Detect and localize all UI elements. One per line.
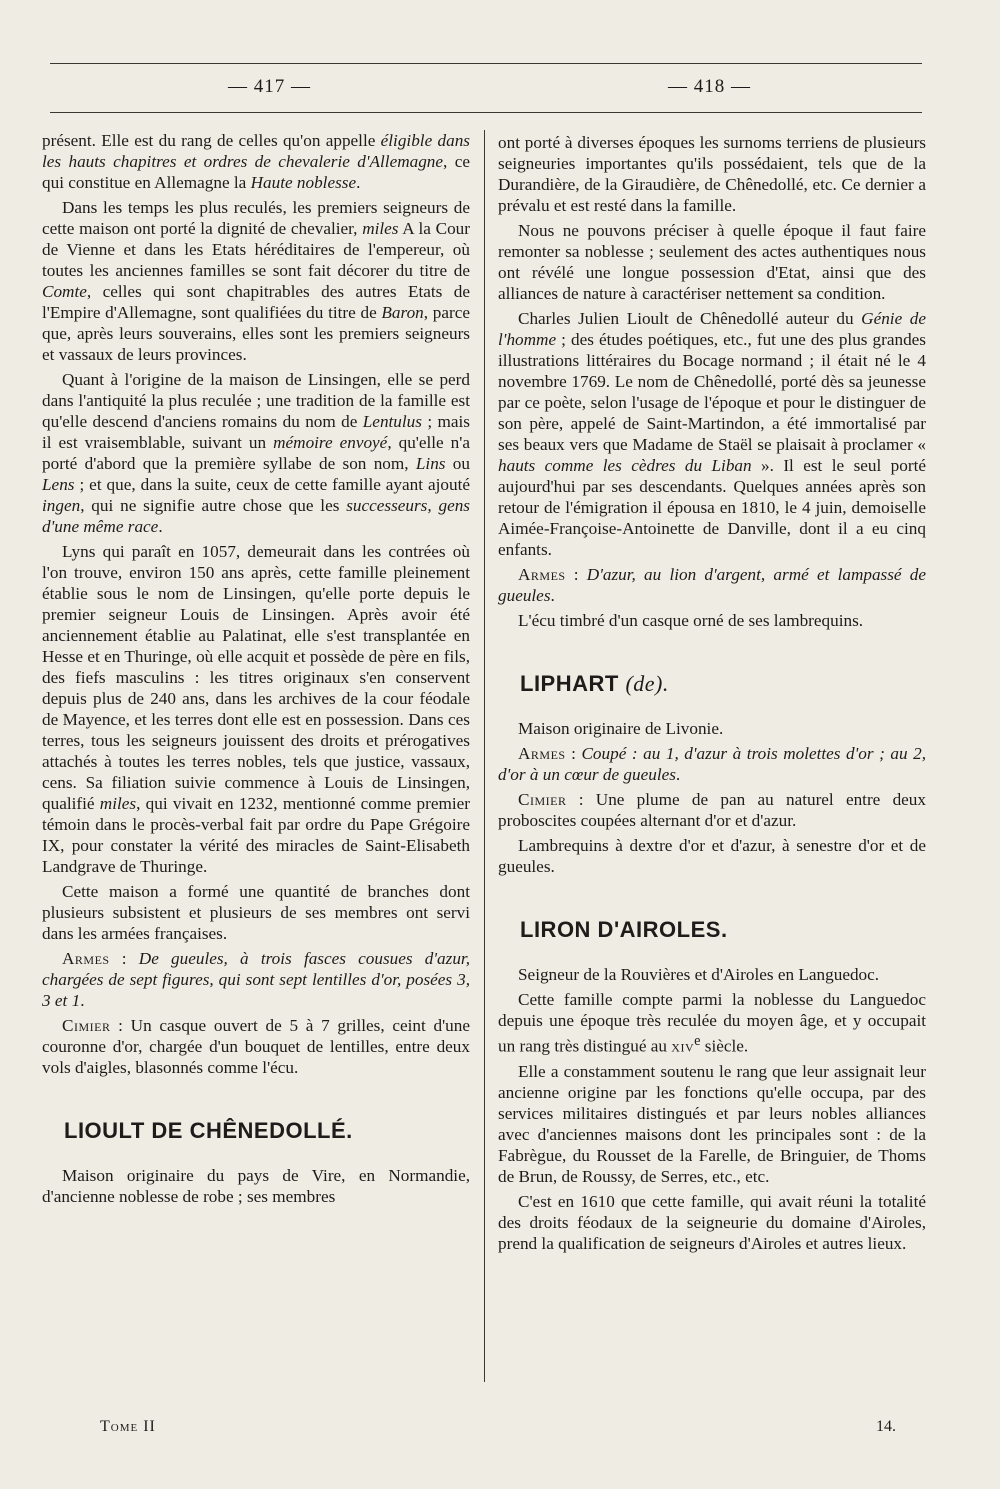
section-heading: LIPHART (de). bbox=[520, 671, 669, 696]
crest-paragraph: Cimier : Une plume de pan au naturel entre deux proboscites coupées alternant d'or et d'azur. bbox=[498, 790, 926, 830]
section-heading: LIRON D'AIROLES. bbox=[520, 917, 728, 942]
paragraph: Lambrequins à dextre d'or et d'azur, à senestre d'or et de gueules. bbox=[498, 836, 926, 876]
paragraph: Nous ne pouvons préciser à quelle époque il faut faire remonter sa noblesse ; seulement des actes authentiques nous ont révélé une longue possession d'Etat, ainsi que des alliances de nature à caractériser nettement sa condition. bbox=[498, 221, 926, 303]
page-number-right: — 418 — bbox=[668, 76, 751, 97]
paragraph: Dans les temps les plus reculés, les premiers seigneurs de cette maison ont porté la dignité de chevalier, miles A la Cour de Vienne et dans les Etats héréditaires de l'empereur, où toutes les anciennes familles se sont fait décorer du titre de Comte, celles qui sont chapitrables des autres Etats de l'Empire d'Allemagne, sont qualifiées du titre de Baron, parce que, après leurs souverains, elles sont les premiers seigneurs et vassaux de leurs provinces. bbox=[42, 198, 471, 364]
paragraph: Cette maison a formé une quantité de branches dont plusieurs subsistent et plusieurs de ses membres ont servi dans les armées françaises. bbox=[42, 882, 470, 943]
paragraph: Quant à l'origine de la maison de Linsingen, elle se perd dans l'antiquité la plus reculée ; une tradition de la famille est qu'elle descend d'anciens romains du nom de Lentulus ; mais il est vraisemblable, suivant un mémoire envoyé, qu'elle n'a porté d'abord que la première syllabe de son nom, Lins ou Lens ; et que, dans la suite, ceux de cette famille ayant ajouté ingen, qui ne signifie autre chose que les successeurs, gens d'une même race. bbox=[42, 370, 470, 536]
right-column bbox=[498, 132, 926, 1258]
paragraph: Elle a constamment soutenu le rang que leur assignait leur ancienne origine par les fonctions qu'elle occupa, par des services militaires distingués et par leurs nobles alliances avec d'anciennes maisons dont les principales sont : de la Fabrègue, du Rousset de la Farelle, de Bringuier, de Thoms de Brun, de Roussy, de Serres, etc., etc. bbox=[498, 1061, 926, 1186]
volume-label: Tome II bbox=[100, 1418, 156, 1435]
paragraph: Charles Julien Lioult de Chênedollé auteur du Génie de l'homme ; des études poétiques, etc., fut une des plus grandes illustrations littéraires du Bocage normand ; il était né le 4 novembre 1769. Le nom de Chênedollé, porté dès sa jeunesse par ce poète, selon l'usage de l'époque et pour le distinguer de son père, appelé de Saint-Martindon, a été immortalisé par ses beaux vers que Madame de Staël se plaisait à proclamer « hauts comme les cèdres du Liban ». Il est le seul porté aujourd'hui par ses descendants. Quelques années après son retour de l'émigration il épousa en 1810, le 4 juin, demoiselle Aimée-Françoise-Antoinette de Danville, dont il a eu cinq enfants. bbox=[498, 309, 926, 559]
crest-paragraph: Cimier : Un casque ouvert de 5 à 7 grilles, ceint d'une couronne d'or, chargée d'un bouquet de lentilles, entre deux vols d'aigles, blasonnés comme l'écu. bbox=[42, 1016, 470, 1077]
header-rule bbox=[50, 112, 922, 113]
paragraph: présent. Elle est du rang de celles qu'on appelle éligible dans les hauts chapitres et ordres de chevalerie d'Allemagne, ce qui constitue en Allemagne la Haute noblesse. bbox=[42, 131, 470, 192]
arms-paragraph: Armes : Coupé : au 1, d'azur à trois molettes d'or ; au 2, d'or à un cœur de gueules. bbox=[498, 744, 926, 784]
paragraph: Seigneur de la Rouvières et d'Airoles en Languedoc. bbox=[518, 965, 880, 984]
paragraph: ont porté à diverses époques les surnoms terriens de plusieurs seigneuries importantes qu'ils possédaient, tels que de la Durandière, de la Giraudière, de Chênedollé, etc. Ce dernier a prévalu et est resté dans la famille. bbox=[498, 133, 926, 215]
left-column bbox=[42, 130, 470, 1211]
paragraph: C'est en 1610 que cette famille, qui avait réuni la totalité des droits féodaux de la seigneurie du domaine d'Airoles, prend la qualification de seigneurs d'Airoles et autres lieux. bbox=[498, 1191, 926, 1253]
paragraph: Cette famille compte parmi la noblesse du Languedoc depuis une époque très reculée du moyen âge, et y occupait un rang très distingué au xiv$^e$ siècle. bbox=[498, 990, 926, 1056]
section-heading: LIOULT DE CHÊNEDOLLÉ. bbox=[64, 1118, 353, 1143]
page-number-left: — 417 — bbox=[228, 76, 311, 97]
paragraph: Maison originaire de Livonie. bbox=[518, 719, 724, 738]
paragraph: Maison originaire du pays de Vire, en Normandie, d'ancienne noblesse de robe ; ses membres bbox=[42, 1166, 470, 1206]
arms-paragraph: Armes : De gueules, à trois fasces cousues d'azur, chargées de sept figures, qui sont sept lentilles d'or, posées 3, 3 et 1. bbox=[42, 949, 471, 1010]
top-rule bbox=[50, 63, 922, 64]
paragraph: Lyns qui paraît en 1057, demeurait dans les contrées où l'on trouve, environ 150 ans après, cette famille pleinement établie sous le nom de Linsingen, qu'elle porte depuis le premier seigneur Louis de Linsingen. Après avoir été anciennement établie au Palatinat, elle s'est transplantée en Hesse et en Thuringe, où elle acquit et possède de père en fils, des fiefs masculins : les titres originaux s'en conservent depuis plus de 240 ans, dans les archives de la cour féodale de Mayence, et les terres dont elle est en possession. Dans ces terres, tous les seigneurs jouissent des droits et prérogatives attachés à toutes les terres nobles, tels que justice, vassaux, cens. Sa filiation suivie commence à Louis de Linsingen, qualifié miles, qui vivait en 1232, mentionné comme premier témoin dans le procès-verbal fait par ordre du Pape Grégoire IX, pour constater la vérité des miracles de Saint-Elisabeth Landgrave de Thuringe. bbox=[42, 542, 470, 876]
arms-paragraph: Armes : D'azur, au lion d'argent, armé et lampassé de gueules. bbox=[498, 565, 926, 605]
signature-mark: 14. bbox=[876, 1418, 896, 1435]
column-divider bbox=[484, 130, 485, 1382]
paragraph: L'écu timbré d'un casque orné de ses lambrequins. bbox=[518, 611, 864, 630]
